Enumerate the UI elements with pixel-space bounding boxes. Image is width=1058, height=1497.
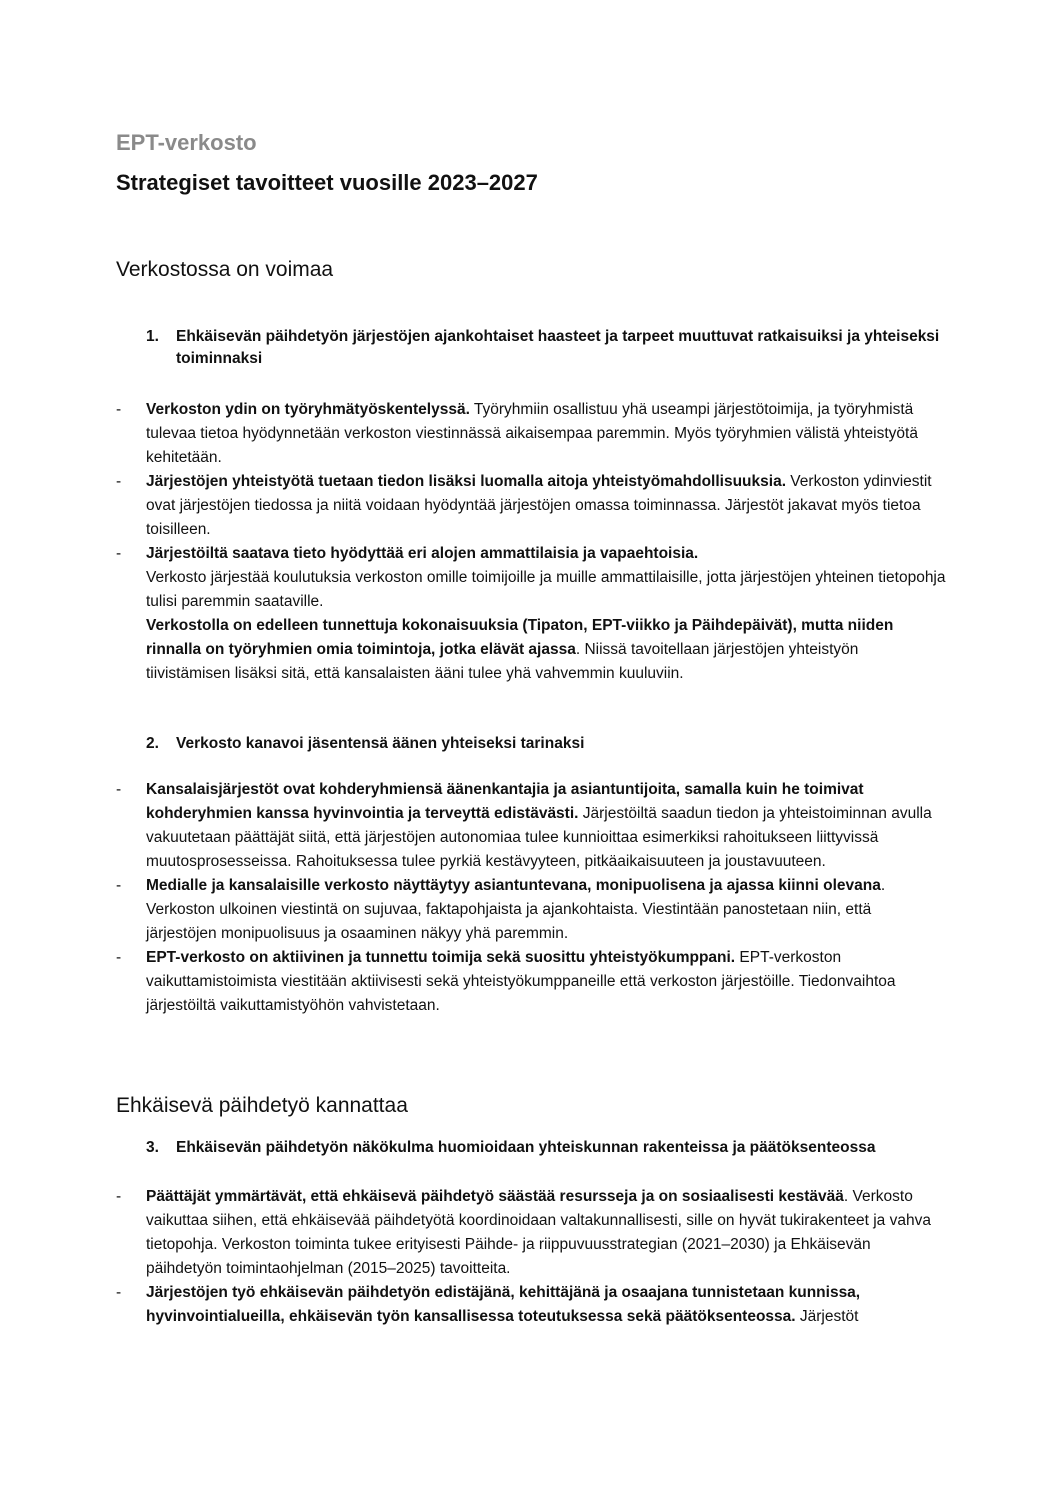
bullet-dash: - xyxy=(116,877,122,894)
document-title: Strategiset tavoitteet vuosille 2023–2027 xyxy=(116,170,538,195)
list-item xyxy=(116,1185,946,1281)
goal-2 xyxy=(146,733,946,755)
bullet-text: EPT-verkoston vaikuttamistoimista viestitään aktiivisesti sekä yhteistyökumppaneille että verkoston järjestöille. Tiedonvaihtoa järjestöiltä vaikuttamistyöhön vahvistetaan. xyxy=(146,949,896,1014)
organization-name: EPT-verkosto xyxy=(116,130,257,155)
bullet-dash: - xyxy=(116,401,122,418)
list-item xyxy=(116,946,946,1018)
goal-1-bullets xyxy=(116,398,946,686)
bullet-lead: EPT-verkosto on aktiivinen ja tunnettu toimija sekä suosittu yhteistyökumppani. xyxy=(146,949,736,966)
bullet-dash: - xyxy=(116,1188,122,1205)
list-item xyxy=(116,398,946,470)
bullet-text: Verkoston ydinviestit ovat järjestöjen tiedossa ja niitä voidaan hyödyntää järjestöjen omassa toiminnassa. Järjestöt jakavat myös tietoa toisilleen. xyxy=(146,473,932,538)
bullet-extra-text: Verkosto järjestää koulutuksia verkoston omille toimijoille ja muille ammattilaisille, jotta järjestöjen yhteinen tietopohja tulisi paremmin saataville. xyxy=(146,569,946,610)
bullet-lead-secondary: Verkostolla on edelleen tunnettuja kokonaisuuksia (Tipaton, EPT-viikko ja Päihdepäivät), mutta niiden rinnalla on työryhmien omia toimintoja, jotka elävät ajassa xyxy=(146,617,894,658)
goal-3-bullets xyxy=(116,1185,946,1329)
bullet-dash: - xyxy=(116,1284,122,1301)
bullet-text: Työryhmiin osallistuu yhä useampi järjestötoimija, ja työryhmistä tulevaa tietoa hyödynnetään verkoston viestinnässä aikaisempaa paremmin. Myös työryhmien välistä yhteistyötä kehitetään. xyxy=(146,401,918,466)
bullet-text: . Verkosto vaikuttaa siihen, että ehkäisevää päihdetyötä koordinoidaan valtakunnallisesti, sille on hyvät tukirakenteet ja vahva tietopohja. Verkoston toiminta tukee erityisesti Päihde- ja riippuvuusstrategian (2021–2030) ja Ehkäisevän päihdetyön toimintaohjelman (2015–2025) tavoitteita. xyxy=(146,1188,931,1277)
goal-2-bullets xyxy=(116,778,946,1018)
goal-number: 1. xyxy=(146,328,159,345)
bullet-dash: - xyxy=(116,949,122,966)
bullet-dash: - xyxy=(116,473,122,490)
bullet-lead: Verkoston ydin on työryhmätyöskentelyssä. xyxy=(146,401,470,418)
bullet-text: Järjestöiltä saadun tiedon ja yhteistoiminnan avulla vakuutetaan päättäjät siitä, että järjestöjen autonomiaa tulee kunnioittaa esimerkiksi rahoitukseen liittyvissä muutosprosesseissa. Rahoituksessa tulee pyrkiä kestävyyteen, pitkäaikaisuuteen ja joustavuuteen. xyxy=(146,805,932,870)
goal-number: 3. xyxy=(146,1139,159,1156)
bullet-lead: Medialle ja kansalaisille verkosto näyttäytyy asiantuntevana, monipuolisena ja ajassa kiinni olevana xyxy=(146,877,881,894)
goal-title: Verkosto kanavoi jäsentensä äänen yhteiseksi tarinaksi xyxy=(176,735,585,752)
bullet-dash: - xyxy=(116,781,122,798)
bullet-lead: Kansalaisjärjestöt ovat kohderyhmiensä äänenkantajia ja asiantuntijoita, samalla kuin he toimivat kohderyhmien kanssa hyvinvointia ja terveyttä edistävästi. xyxy=(146,781,864,822)
list-item xyxy=(116,542,946,686)
list-item xyxy=(116,778,946,874)
bullet-text-secondary: . Niissä tavoitellaan järjestöjen yhteistyön tiivistämisen lisäksi sitä, että kansalaisten ääni tulee yhä vahvemmin kuuluviin. xyxy=(146,641,859,682)
goal-title: Ehkäisevän päihdetyön järjestöjen ajankohtaiset haasteet ja tarpeet muuttuvat ratkaisuiksi ja yhteiseksi toiminnaksi xyxy=(176,328,940,367)
bullet-lead: Järjestöiltä saatava tieto hyödyttää eri alojen ammattilaisia ja vapaehtoisia. xyxy=(146,545,699,562)
bullet-lead: Päättäjät ymmärtävät, että ehkäisevä päihdetyö säästää resursseja ja on sosiaalisesti kestävää xyxy=(146,1188,844,1205)
bullet-text: Järjestöt xyxy=(795,1308,859,1325)
section-heading-ehkaiseva: Ehkäisevä päihdetyö kannattaa xyxy=(116,1094,408,1117)
section-heading-verkostossa: Verkostossa on voimaa xyxy=(116,258,334,281)
bullet-lead: Järjestöjen yhteistyötä tuetaan tiedon lisäksi luomalla aitoja yhteistyömahdollisuuksia. xyxy=(146,473,786,490)
goal-3 xyxy=(146,1137,946,1159)
list-item xyxy=(116,874,946,946)
list-item xyxy=(116,1281,946,1329)
bullet-text: . Verkoston ulkoinen viestintä on sujuvaa, faktapohjaista ja ajankohtaista. Viestintään panostetaan niin, että järjestöjen monipuolisuus ja osaaminen näkyy yhä paremmin. xyxy=(146,877,886,942)
bullet-lead: Järjestöjen työ ehkäisevän päihdetyön edistäjänä, kehittäjänä ja osaajana tunnistetaan kunnissa, hyvinvointialueilla, ehkäisevän työn kansallisessa toteutuksessa sekä päätöksenteossa. xyxy=(146,1284,861,1325)
goal-number: 2. xyxy=(146,735,159,752)
goal-1 xyxy=(146,326,946,370)
bullet-dash: - xyxy=(116,545,122,562)
goal-title: Ehkäisevän päihdetyön näkökulma huomioidaan yhteiskunnan rakenteissa ja päätöksenteossa xyxy=(176,1139,876,1156)
list-item xyxy=(116,470,946,542)
